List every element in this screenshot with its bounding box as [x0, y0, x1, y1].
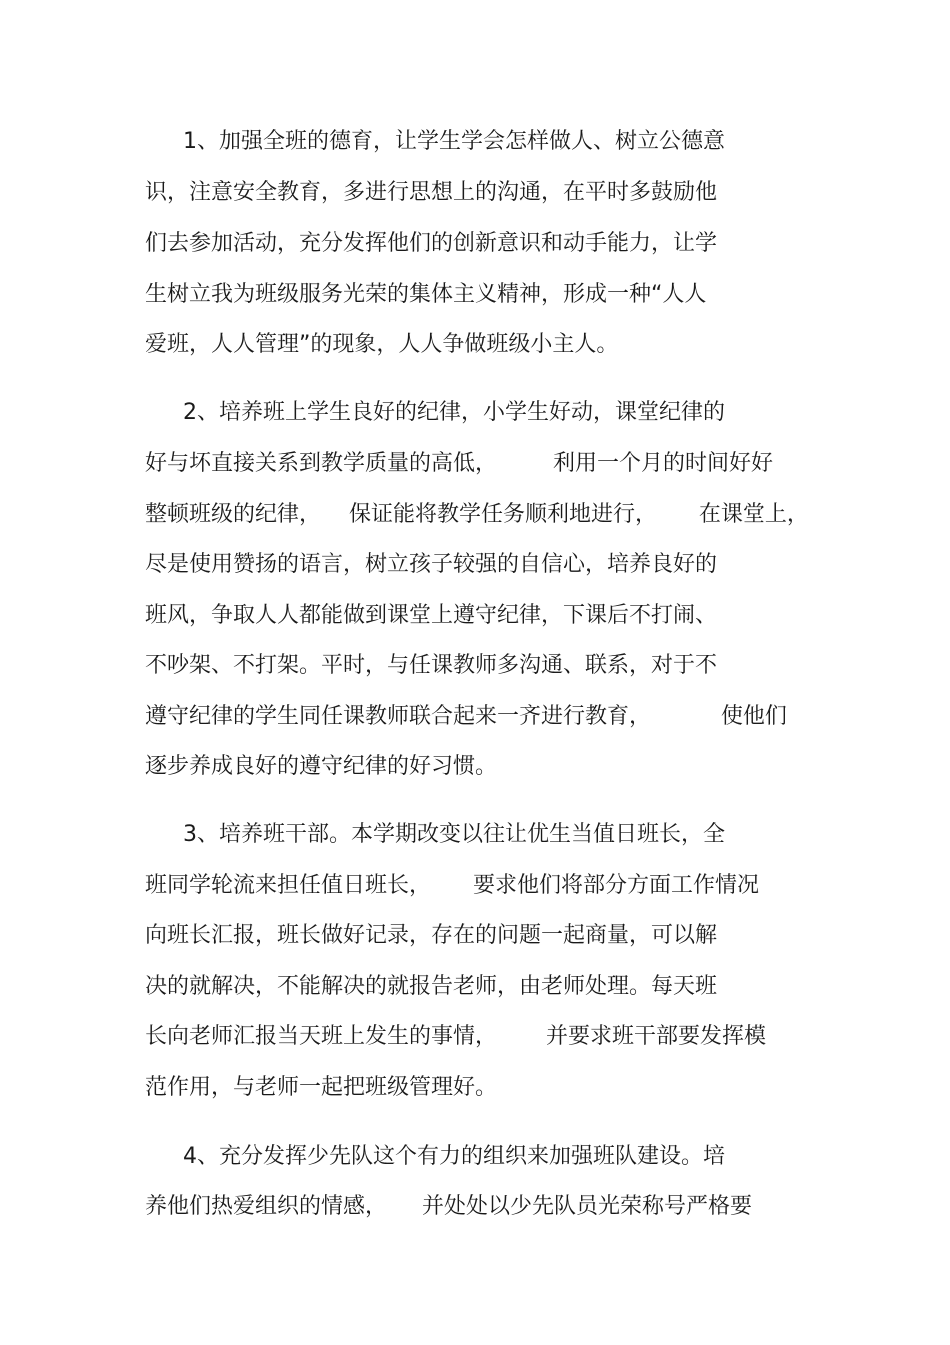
paragraph-line: 3、培养班干部。本学期改变以往让优生当值日班长，全 — [183, 822, 725, 847]
paragraph-line: 1、加强全班的德育，让学生学会怎样做人、树立公德意 — [183, 129, 725, 154]
paragraph-line: 决的就解决，不能解决的就报告老师，由老师处理。每天班 — [145, 974, 718, 999]
paragraph-line: 2、培养班上学生良好的纪律，小学生好动，课堂纪律的 — [183, 400, 725, 425]
paragraph-line: 向班长汇报，班长做好记录，存在的问题一起商量，可以解 — [145, 923, 718, 948]
paragraph-line: 养他们热爱组织的情感， 并处处以少先队员光荣称号严格要 — [145, 1194, 752, 1219]
paragraph-line: 遵守纪律的学生同任课教师联合起来一齐进行教育， 使他们 — [145, 704, 787, 729]
paragraph-line: 班同学轮流来担任值日班长， 要求他们将部分方面工作情况 — [145, 873, 759, 898]
paragraph-line: 班风，争取人人都能做到课堂上遵守纪律，下课后不打闹、 — [145, 603, 718, 628]
paragraph-line: 长向老师汇报当天班上发生的事情， 并要求班干部要发挥模 — [145, 1024, 766, 1049]
paragraph-line: 识，注意安全教育，多进行思想上的沟通，在平时多鼓励他 — [145, 180, 718, 205]
paragraph-line: 生树立我为班级服务光荣的集体主义精神，形成一种“人人 — [145, 282, 707, 307]
paragraph-line: 4、充分发挥少先队这个有力的组织来加强班队建设。培 — [183, 1144, 725, 1169]
paragraph-line: 好与坏直接关系到教学质量的高低， 利用一个月的时间好好 — [145, 451, 773, 476]
paragraph-line: 整顿班级的纪律， 保证能将教学任务顺利地进行， 在课堂上， — [145, 502, 809, 527]
paragraph-line: 逐步养成良好的遵守纪律的好习惯。 — [145, 754, 498, 779]
paragraph-line: 们去参加活动，充分发挥他们的创新意识和动手能力，让学 — [145, 231, 718, 256]
paragraph-line: 不吵架、不打架。平时，与任课教师多沟通、联系，对于不 — [145, 653, 718, 678]
paragraph-line: 范作用，与老师一起把班级管理好。 — [145, 1075, 498, 1100]
paragraph-line: 爱班，人人管理”的现象，人人争做班级小主人。 — [145, 332, 619, 357]
paragraph-line: 尽是使用赞扬的语言，树立孩子较强的自信心，培养良好的 — [145, 552, 718, 577]
